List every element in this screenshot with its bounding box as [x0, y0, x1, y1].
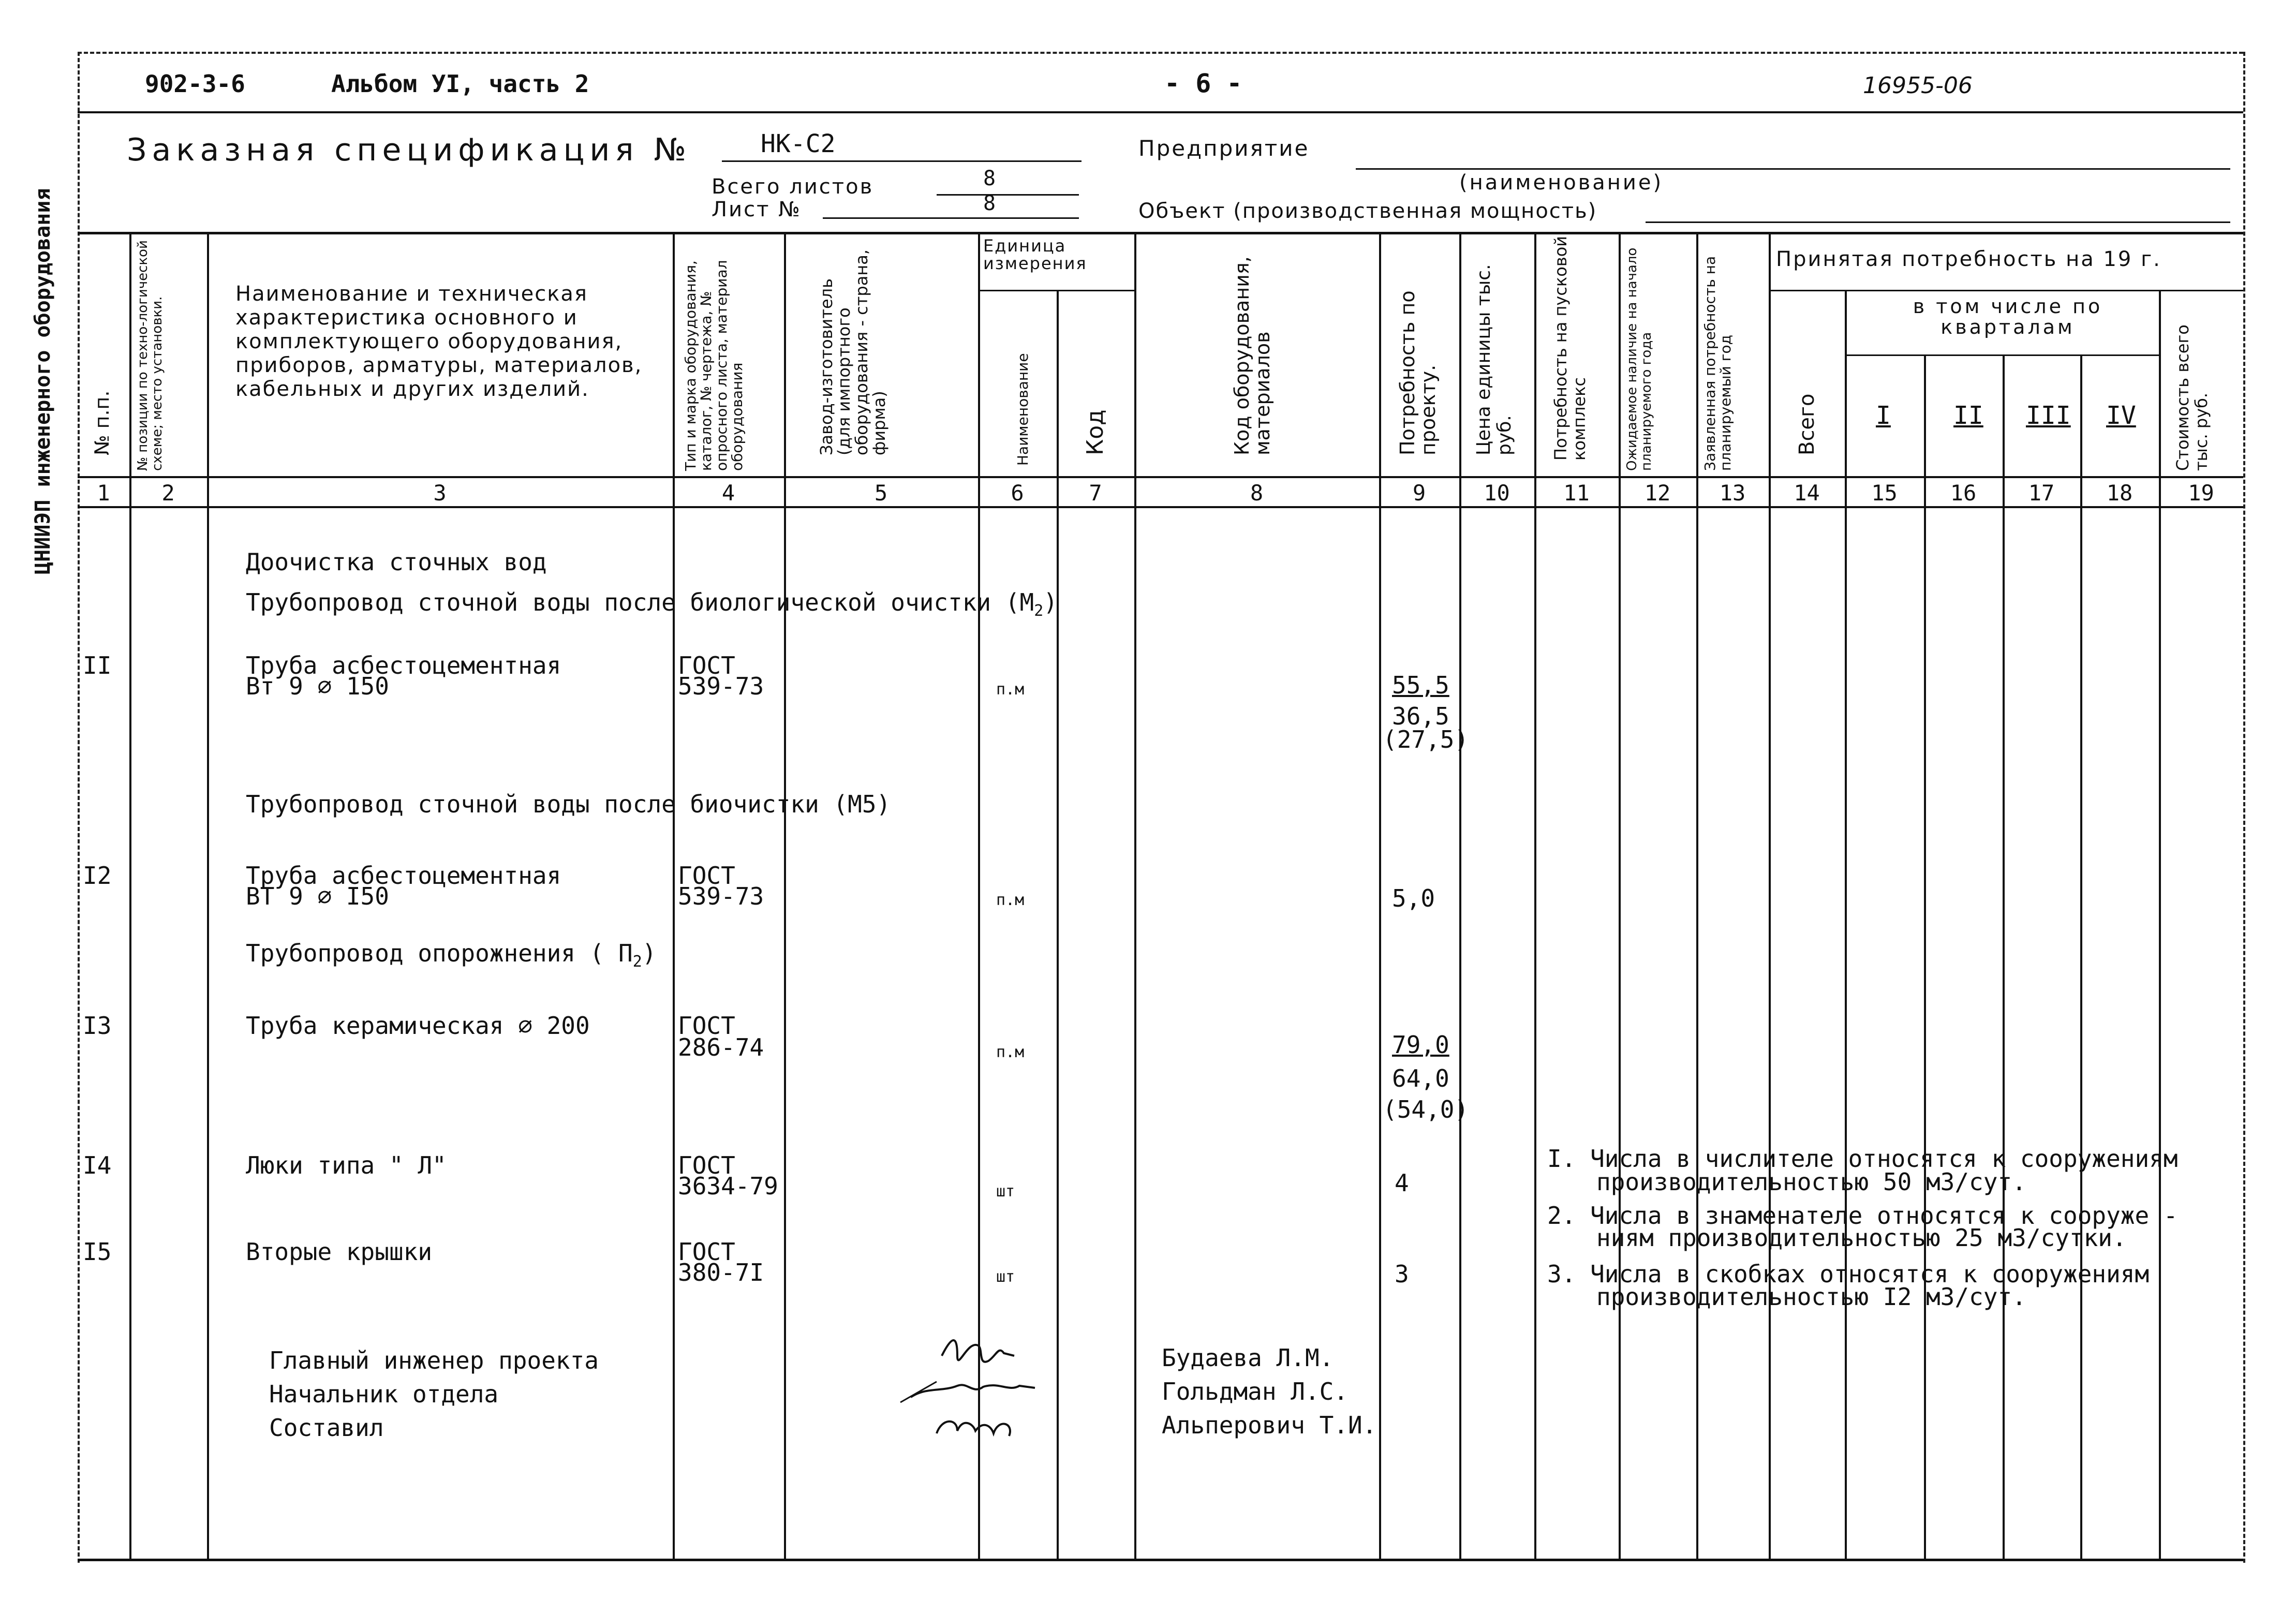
col-header-2: № позиции по техно-логической схеме; место установки.: [135, 240, 165, 471]
col-number: 17: [2028, 480, 2055, 506]
qty-value: 3: [1395, 1260, 1409, 1288]
item-standard: ГОСТ: [678, 1012, 735, 1040]
item-unit: п.м: [996, 1043, 1025, 1061]
accepted-group-line: [1769, 290, 2243, 291]
header-bottom-border: [78, 476, 2243, 478]
col-number: 1: [97, 480, 110, 506]
row-number: I5: [83, 1238, 112, 1266]
quarters-group-line: [1845, 354, 2159, 356]
signature-role: Составил: [269, 1414, 384, 1442]
object-label: Объект (производственная мощность): [1138, 199, 1597, 223]
signature-role: Начальник отдела: [269, 1380, 499, 1408]
item-spec: ВТ 9 ⌀ I50: [246, 882, 389, 910]
col-number: 12: [1644, 480, 1671, 506]
col-line-1: [129, 232, 131, 1560]
item-standard-number: 380-7I: [678, 1258, 764, 1286]
qty-value: 4: [1395, 1169, 1409, 1197]
item-standard: ГОСТ: [678, 862, 735, 890]
qty-brackets: (27,5): [1383, 725, 1469, 753]
col-number: 14: [1794, 480, 1820, 506]
item-name: Вторые крышки: [246, 1238, 433, 1266]
item-standard: ГОСТ: [678, 651, 735, 679]
col-line-2: [207, 232, 209, 1560]
section-title: Трубопровод опорожнения ( $П_2$): [246, 939, 657, 971]
col-header-1: № п.п.: [91, 390, 113, 455]
col-header-units-group: Единица измерения: [983, 236, 1087, 273]
col-line-7: [1134, 232, 1136, 1560]
col-line-17: [2080, 354, 2082, 1560]
col-line-11: [1619, 232, 1621, 1560]
section-title: Трубопровод сточной воды после биочистки (М5): [246, 790, 891, 818]
page-number: - 6 -: [1164, 68, 1242, 98]
table-bottom-border: [78, 1559, 2243, 1561]
col-number: 7: [1089, 480, 1102, 506]
col-line-4: [784, 232, 786, 1560]
note-line: I. Числа в числителе относятся к сооружениям: [1547, 1145, 2178, 1173]
name-caption: (наименование): [1459, 171, 1664, 195]
item-spec: Вт 9 ⌀ 150: [246, 672, 389, 700]
total-sheets-label: Всего листов: [712, 175, 874, 199]
col-header-13: Заявленная потребность на планируемый год: [1701, 256, 1734, 471]
total-sheets-value: 8: [983, 167, 996, 190]
item-unit: шт: [996, 1182, 1015, 1201]
col-number: 3: [433, 480, 447, 506]
note-line: 2. Числа в знаменателе относятся к сооруже -: [1547, 1202, 2178, 1230]
col-header-11: Потребность на пусковой комплекс: [1551, 235, 1589, 461]
document-number: 16955-06: [1863, 72, 1973, 99]
item-standard-number: 286-74: [678, 1033, 764, 1061]
col-number: 19: [2188, 480, 2214, 506]
item-standard-number: 539-73: [678, 672, 764, 700]
col-line-16: [2003, 354, 2005, 1560]
item-unit: шт: [996, 1268, 1015, 1286]
col-number: 18: [2106, 480, 2133, 506]
qty-numerator: 79,0: [1392, 1031, 1449, 1059]
col-header-15: I: [1876, 401, 1891, 430]
col-number: 2: [161, 480, 175, 506]
frame-left: [78, 52, 80, 1563]
signature-role: Главный инженер проекта: [269, 1346, 599, 1374]
col-number: 16: [1950, 480, 1977, 506]
album-label: Альбом УI, часть 2: [331, 70, 589, 98]
col-number: 13: [1719, 480, 1746, 506]
numbers-bottom-border: [78, 506, 2243, 508]
note-line: ниям производительностью 25 м3/сутки.: [1596, 1224, 2127, 1252]
col-header-4: Тип и марка оборудования, каталог, № чертежа, № опросного листа, материал оборудования: [682, 260, 746, 471]
enterprise-underline: [1356, 168, 2230, 170]
side-organization-label: ЦНИИЭП инженерного оборудования: [31, 188, 55, 574]
qty-denominator: 36,5: [1392, 702, 1449, 730]
spec-number: НК-С2: [761, 129, 836, 158]
col-header-5: Завод-изготовитель (для импортного оборудования - страна, фирма): [817, 249, 889, 455]
col-line-13: [1769, 232, 1771, 1560]
signatory-name: Будаева Л.М.: [1162, 1344, 1334, 1372]
col-line-3: [673, 232, 675, 1560]
header-divider: [78, 111, 2243, 113]
signatory-name: Альперович Т.И.: [1162, 1411, 1377, 1439]
spec-number-underline: [722, 160, 1082, 162]
col-line-9: [1459, 232, 1461, 1560]
qty-brackets: (54,0): [1383, 1095, 1469, 1123]
sheet-value: 8: [983, 191, 996, 215]
spec-title: Заказная спецификация №: [127, 132, 691, 168]
col-header-8: Код оборудования, материалов: [1231, 256, 1274, 455]
row-number: I2: [83, 862, 112, 890]
section-title: Трубопровод сточной воды после биологической очистки $(М_2)$: [246, 588, 1058, 620]
frame-right: [2243, 52, 2245, 1563]
accepted-group-header: Принятая потребность на 19 г.: [1776, 247, 2161, 271]
item-unit: п.м: [996, 891, 1025, 909]
enterprise-label: Предприятие: [1138, 136, 1310, 161]
col-number: 8: [1250, 480, 1264, 506]
item-name: Люки типа " Л": [246, 1151, 447, 1179]
table-top-border: [78, 232, 2243, 234]
item-standard: ГОСТ: [678, 1238, 735, 1266]
col-header-6: Наименование: [1014, 353, 1031, 466]
col-number: 5: [874, 480, 888, 506]
signatory-name: Гольдман Л.С.: [1162, 1378, 1349, 1405]
item-name: Труба керамическая ⌀ 200: [246, 1012, 590, 1040]
col-line-15: [1924, 354, 1926, 1560]
col-header-19: Стоимость всего тыс. руб.: [2173, 324, 2211, 471]
row-number: I3: [83, 1012, 112, 1040]
qty-denominator: 64,0: [1392, 1064, 1449, 1092]
item-name: Труба асбестоцементная: [246, 651, 561, 679]
note-line: производительностью I2 м3/сут.: [1596, 1283, 2026, 1311]
col-header-12: Ожидаемое наличие на начало планируемого года: [1624, 247, 1654, 471]
col-number: 4: [721, 480, 735, 506]
col-header-7: Код: [1082, 409, 1108, 455]
qty-numerator: 55,5: [1392, 671, 1449, 699]
col-line-12: [1696, 232, 1698, 1560]
note-line: 3. Числа в скобках относятся к сооружениям: [1547, 1260, 2150, 1288]
section-title: Доочистка сточных вод: [246, 548, 547, 576]
col-line-8: [1379, 232, 1381, 1560]
item-standard-number: 3634-79: [678, 1172, 778, 1200]
col-header-14: Всего: [1795, 393, 1819, 455]
sheet-label: Лист №: [712, 198, 802, 221]
item-standard-number: 539-73: [678, 882, 764, 910]
quarters-group-header: в том числе по кварталам: [1913, 295, 2103, 338]
col-header-10: Цена единицы тыс. руб.: [1473, 264, 1515, 455]
col-header-17: III: [2026, 401, 2071, 430]
col-number: 9: [1412, 480, 1426, 506]
col-number: 15: [1871, 480, 1898, 506]
col-number: 11: [1563, 480, 1590, 506]
qty-value: 5,0: [1392, 884, 1435, 912]
series-number: 902-3-6: [145, 70, 245, 98]
col-header-9: Потребность по проекту.: [1396, 290, 1440, 455]
units-group-line: [978, 290, 1134, 291]
total-sheets-underline: [937, 194, 1079, 196]
item-standard: ГОСТ: [678, 1151, 735, 1179]
col-header-18: IV: [2106, 401, 2136, 430]
item-name: Труба асбестоцементная: [246, 862, 561, 890]
frame-top: [78, 52, 2243, 54]
object-underline: [1646, 221, 2230, 223]
handwritten-signatures: [880, 1325, 1076, 1459]
col-number: 6: [1011, 480, 1024, 506]
col-number: 10: [1484, 480, 1510, 506]
note-line: производительностью 50 м3/сут.: [1596, 1168, 2026, 1196]
col-header-3: Наименование и техническая характеристика основного и комплектующего оборудования, приборов, арматуры, материалов, кабельных и других изделий.: [235, 282, 643, 401]
row-number: I4: [83, 1151, 112, 1179]
col-header-16: II: [1953, 401, 1983, 430]
col-line-10: [1534, 232, 1536, 1560]
row-number: II: [83, 651, 112, 679]
item-unit: п.м: [996, 680, 1025, 699]
sheet-underline: [823, 217, 1079, 219]
